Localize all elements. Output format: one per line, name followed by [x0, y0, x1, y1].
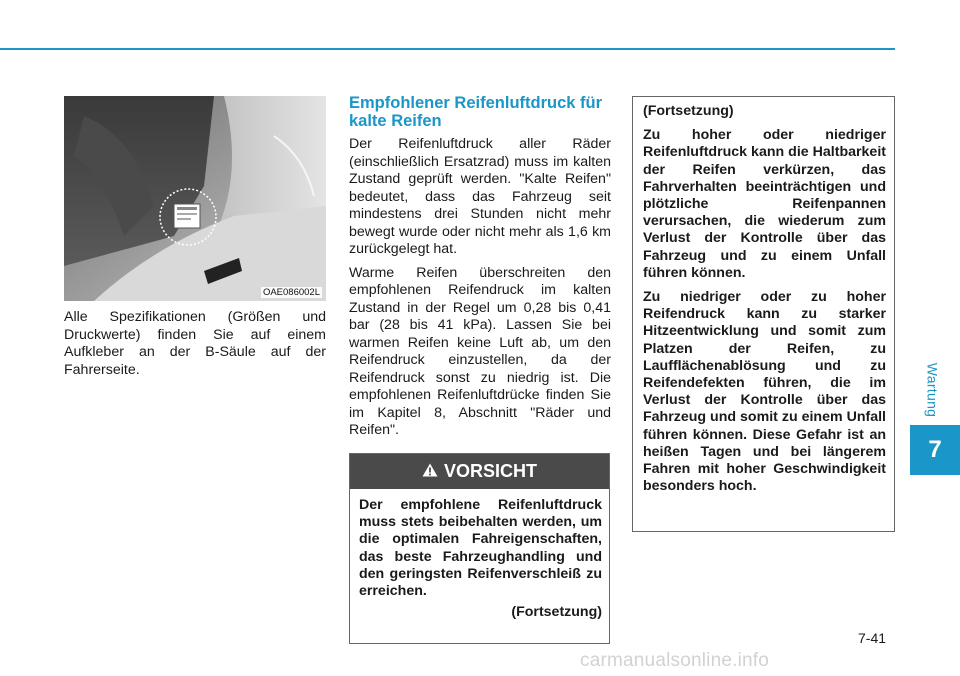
- spec-location-text: Alle Spezifikationen (Größen und Druckwerte) finden Sie auf einem Aufkleber an der B-Säule auf der Fahrerseite.: [64, 309, 326, 378]
- image-id-label: OAE086002L: [262, 287, 320, 298]
- main-column: [349, 94, 611, 446]
- section-side-tab: [906, 355, 958, 425]
- overheating-risk-paragraph: Zu niedriger oder zu hoher Reifendruck kann zu starker Hitzeentwicklung und somit zum Platzen der Reifen, zu Laufflächenablösung und zu Reifendefekten führen, die im Verlust der Kontrolle über das Fahrzeug und somit zu einem Unfall führen können. Diese Gefahr ist an heißen Tagen und bei längerem Fahren mit hoher Geschwindigkeit besonders hoch.: [643, 289, 886, 495]
- cold-tire-paragraph: Der Reifenluftdruck aller Räder (einschließlich Ersatzrad) muss im kalten Zustand geprüft werden. "Kalte Reifen" bedeutet, dass das Fahrzeug seit mindestens drei Stunden nicht mehr bewegt wurde oder nicht mehr als 1,6 km zurückgelegt hat.: [349, 136, 611, 257]
- caution-continued: (Fortsetzung): [511, 604, 602, 621]
- caution-box: [349, 453, 610, 644]
- top-accent-rule: [0, 48, 895, 50]
- car-door-illustration: [64, 96, 326, 301]
- section-label: Wartung: [924, 362, 940, 418]
- warm-tire-paragraph: Warme Reifen überschreiten den empfohlenen Reifendruck im kalten Zustand in der Regel um 0,28 bis 0,41 bar (28 bis 41 kPa). Lassen Sie bei warmen Reifen keine Luft ab, um den Reifendruck einzustellen, da der Reifendruck sonst zu niedrig ist. Die empfohlenen Reifenluftdrücke finden Sie im Kapitel 8, Abschnitt "Räder und Reifen".: [349, 264, 611, 438]
- section-heading: Empfohlener Reifenluftdruck für kalte Reifen: [349, 94, 603, 130]
- caution-header: [350, 454, 609, 489]
- continued-label: (Fortsetzung): [643, 103, 734, 119]
- site-watermark: carmanualsonline.info: [580, 650, 770, 671]
- warning-continuation-box: [632, 96, 895, 532]
- b-pillar-tire-label-photo: [64, 96, 326, 301]
- warning-triangle-icon: [422, 461, 438, 482]
- chapter-number-badge: 7: [910, 425, 960, 475]
- caution-title: VORSICHT: [443, 461, 537, 481]
- caution-body: [350, 489, 609, 621]
- pressure-risk-paragraph: Zu hoher oder niedriger Reifenluftdruck kann die Haltbarkeit der Reifen verkürzen, das Fahrverhalten beeinträchtigen und plötzliche Reifenpannen verursachen, die wiederum zum Verlust der Kontrolle über das Fahrzeug und zu einem Unfall führen können.: [643, 127, 886, 281]
- page-number: 7-41: [858, 630, 887, 646]
- caution-text: Der empfohlene Reifenluftdruck muss stets beibehalten werden, um die optimalen Fahreigenschaften, das beste Fahrzeughandling und den geringsten Reifenverschleiß zu erreichen.: [359, 497, 602, 600]
